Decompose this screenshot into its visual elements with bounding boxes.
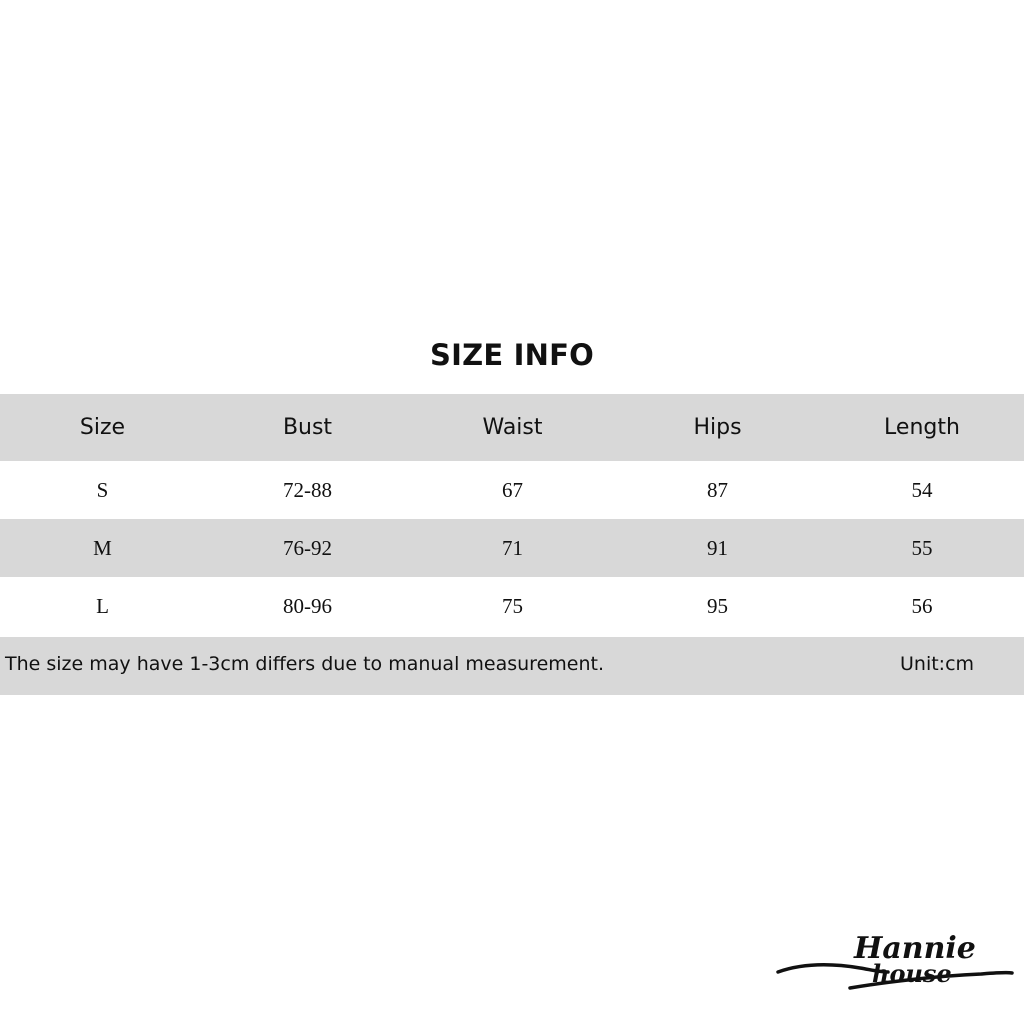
size-table: [0, 394, 1024, 635]
cell-length: 54: [911, 477, 933, 502]
cell-bust: 72-88: [283, 477, 332, 502]
header-cell-length: Length: [884, 415, 960, 440]
cell-hips: 95: [707, 593, 728, 618]
brand-logo-word-bottom: house: [872, 959, 952, 988]
brand-logo-word-top: Hannie: [854, 931, 976, 966]
cell-bust: 80-96: [283, 593, 332, 618]
cell-size: M: [93, 535, 112, 560]
cell-size: S: [96, 477, 109, 502]
page-title: SIZE INFO: [430, 338, 594, 372]
cell-waist: 75: [502, 593, 523, 618]
header-cell-bust: Bust: [282, 415, 333, 440]
cell-bust: 76-92: [283, 535, 332, 560]
brand-logo: [776, 928, 1016, 998]
header-cell-hips: Hips: [693, 415, 742, 440]
cell-waist: 67: [502, 477, 523, 502]
header-cell-waist: Waist: [482, 415, 543, 440]
cell-waist: 71: [502, 535, 523, 560]
table-row: [0, 519, 1024, 577]
footer-band: [0, 637, 1024, 695]
cell-length: 56: [911, 593, 933, 618]
table-row: [0, 461, 1024, 519]
cell-length: 55: [911, 535, 933, 560]
unit-label: Unit:cm: [900, 653, 975, 675]
cell-hips: 87: [707, 477, 728, 502]
cell-size: L: [96, 593, 109, 618]
header-cell-size: Size: [79, 415, 126, 440]
measurement-note: The size may have 1-3cm differs due to manual measurement.: [5, 653, 604, 675]
cell-hips: 91: [707, 535, 728, 560]
table-header-row: [0, 394, 1024, 461]
table-row: [0, 577, 1024, 635]
